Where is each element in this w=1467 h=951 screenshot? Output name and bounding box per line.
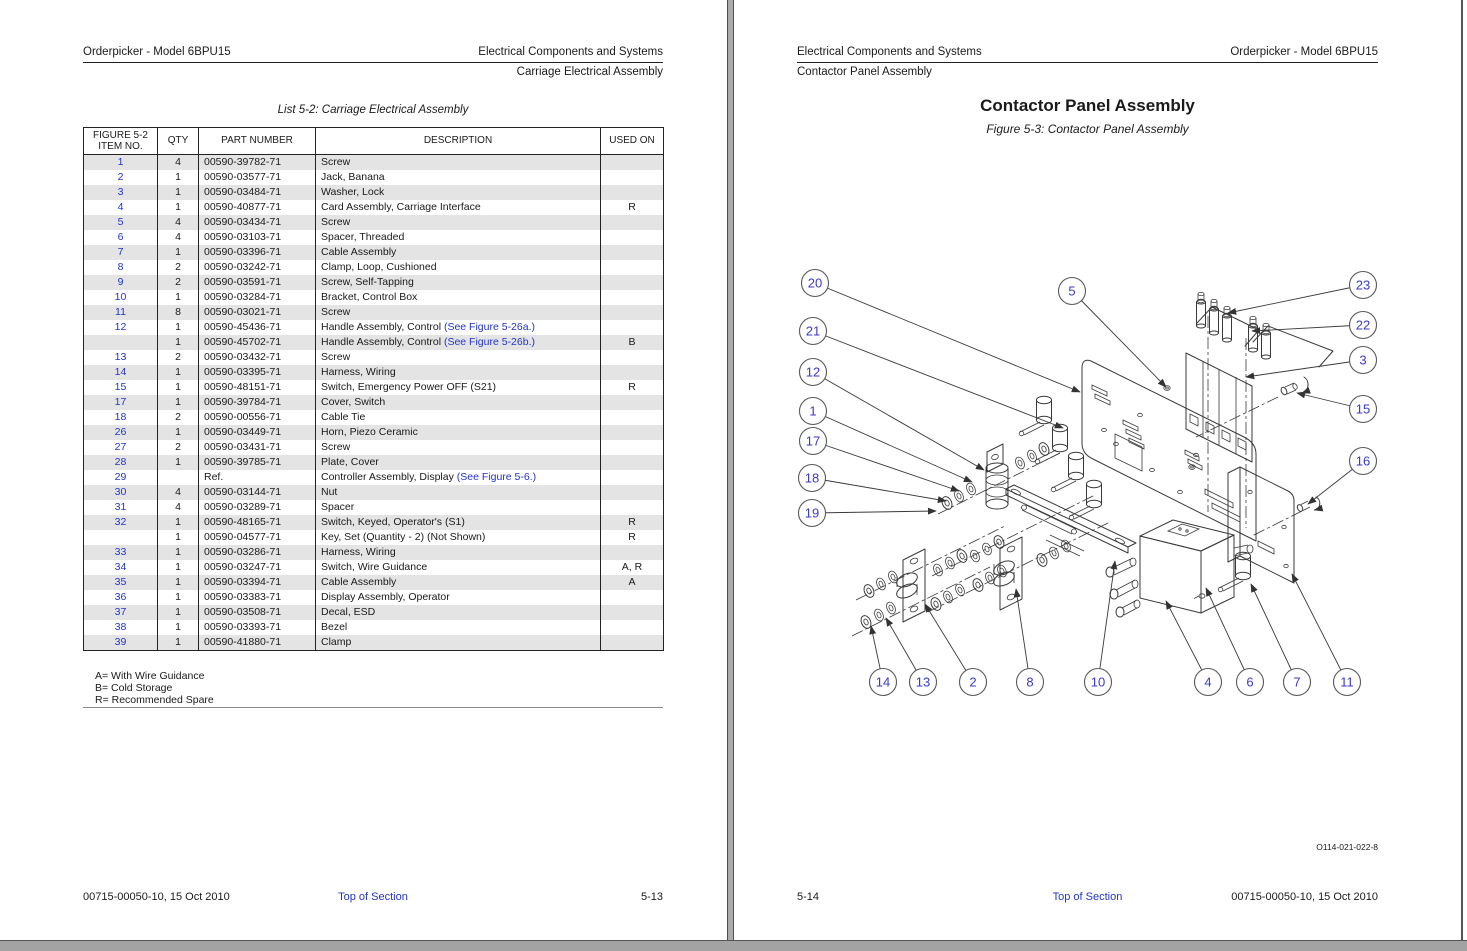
exploded-view-figure: [740, 250, 1440, 710]
callout-1: [800, 398, 827, 425]
callout-leader-18: [812, 478, 946, 501]
svg-text:23: 23: [1355, 277, 1371, 293]
table-row: 30 4 00590-03144-71 Nut: [84, 485, 664, 500]
svg-text:1: 1: [809, 403, 817, 419]
svg-text:20: 20: [807, 275, 823, 291]
doc-subsection-title: Carriage Electrical Assembly: [516, 66, 663, 78]
col-header-used: USED ON: [601, 128, 664, 155]
right-page-footer: [797, 891, 1378, 907]
table-row: 17 1 00590-39784-71 Cover, Switch: [84, 395, 664, 410]
table-row: 35 1 00590-03394-71 Cable Assembly A: [84, 575, 664, 590]
table-row: 32 1 00590-48165-71 Switch, Keyed, Operator's (S1) R: [84, 515, 664, 530]
doc-number-date: 00715-00050-10, 15 Oct 2010: [1231, 891, 1378, 903]
callout-17: [800, 428, 827, 455]
left-page-footer: [83, 891, 663, 907]
table-row: 29 Ref. Controller Assembly, Display (See Figure 5-6.): [84, 470, 664, 485]
table-row: 31 4 00590-03289-71 Spacer: [84, 500, 664, 515]
figure-reference-code: O114-021-022-8: [1316, 842, 1378, 852]
svg-text:8: 8: [1026, 674, 1034, 690]
top-of-section-link[interactable]: Top of Section: [1052, 891, 1123, 903]
table-row: 33 1 00590-03286-71 Harness, Wiring: [84, 545, 664, 560]
col-header-qty: QTY: [158, 128, 199, 155]
table-row: 10 1 00590-03284-71 Bracket, Control Box: [84, 290, 664, 305]
table-row: 1 00590-04577-71 Key, Set (Quantity - 2) (Not Shown) R: [84, 530, 664, 545]
svg-text:10: 10: [1090, 674, 1106, 690]
table-row: 1 00590-45702-71 Handle Assembly, Control (See Figure 5-26b.) B: [84, 335, 664, 350]
callout-3: [1350, 347, 1377, 374]
callout-7: [1284, 669, 1311, 696]
callout-20: [802, 270, 829, 297]
doc-section-title: Electrical Components and Systems: [478, 46, 663, 58]
callout-8: [1017, 669, 1044, 696]
callout-leader-10: [1098, 561, 1115, 682]
svg-text:21: 21: [805, 323, 821, 339]
page-number: 5-13: [640, 891, 663, 903]
callout-14: [870, 669, 897, 696]
svg-text:17: 17: [805, 433, 821, 449]
svg-text:7: 7: [1293, 674, 1301, 690]
callout-23: [1350, 272, 1377, 299]
table-row: 36 1 00590-03383-71 Display Assembly, Operator: [84, 590, 664, 605]
parts-table: [83, 127, 664, 651]
callout-leader-5: [1072, 291, 1166, 387]
svg-text:16: 16: [1355, 453, 1371, 469]
callout-22: [1350, 312, 1377, 339]
callout-4: [1195, 669, 1222, 696]
table-row: 38 1 00590-03393-71 Bezel: [84, 620, 664, 635]
svg-text:19: 19: [804, 505, 820, 521]
legend-r: R= Recommended Spare: [95, 694, 214, 706]
table-row: 11 8 00590-03021-71 Screw: [84, 305, 664, 320]
page-left: [0, 0, 727, 940]
svg-text:5: 5: [1068, 283, 1076, 299]
callout-15: [1350, 396, 1377, 423]
callout-leader-1: [813, 411, 972, 482]
page-number: 5-14: [797, 891, 820, 903]
table-row: 14 1 00590-03395-71 Harness, Wiring: [84, 365, 664, 380]
callout-leader-23: [1228, 285, 1363, 313]
doc-subsection-title: Contactor Panel Assembly: [797, 66, 932, 78]
window-right-border: [1461, 0, 1463, 940]
table-row: 12 1 00590-45436-71 Handle Assembly, Control (See Figure 5-26a.): [84, 320, 664, 335]
table-row: 6 4 00590-03103-71 Spacer, Threaded: [84, 230, 664, 245]
table-row: 3 1 00590-03484-71 Washer, Lock: [84, 185, 664, 200]
table-row: 27 2 00590-03431-71 Screw: [84, 440, 664, 455]
callout-leader-7: [1251, 584, 1297, 682]
col-header-part: PART NUMBER: [199, 128, 316, 155]
callout-19: [799, 500, 826, 527]
callout-12: [800, 359, 827, 386]
left-page-header: [83, 46, 663, 78]
table-row: 39 1 00590-41880-71 Clamp: [84, 635, 664, 651]
table-row: 5 4 00590-03434-71 Screw: [84, 215, 664, 230]
table-row: 28 1 00590-39785-71 Plate, Cover: [84, 455, 664, 470]
callout-6: [1237, 669, 1264, 696]
table-row: 2 1 00590-03577-71 Jack, Banana: [84, 170, 664, 185]
col-header-desc: DESCRIPTION: [316, 128, 601, 155]
svg-text:6: 6: [1246, 674, 1254, 690]
callout-leader-8: [1016, 589, 1030, 682]
callout-leader-19: [812, 511, 936, 513]
callout-leader-21: [813, 331, 1063, 428]
svg-text:12: 12: [805, 364, 821, 380]
doc-model-title: Orderpicker - Model 6BPU15: [1230, 46, 1378, 58]
table-bottom-rule: [83, 707, 663, 708]
doc-model-title: Orderpicker - Model 6BPU15: [83, 46, 231, 58]
table-row: 37 1 00590-03508-71 Decal, ESD: [84, 605, 664, 620]
window-bottom-edge: [0, 940, 1467, 951]
callout-2: [960, 669, 987, 696]
parts-list-title: List 5-2: Carriage Electrical Assembly: [277, 104, 469, 116]
callout-13: [910, 669, 937, 696]
diagram-linework: [852, 292, 1333, 636]
svg-text:3: 3: [1359, 352, 1367, 368]
table-header-row: [84, 128, 664, 155]
doc-section-title: Electrical Components and Systems: [797, 46, 982, 58]
figure-link[interactable]: (See Figure 5-26b.): [441, 336, 535, 348]
table-row: 4 1 00590-40877-71 Card Assembly, Carriage Interface R: [84, 200, 664, 215]
figure-link[interactable]: (See Figure 5-6.): [453, 471, 537, 483]
legend-a: A= With Wire Guidance: [95, 670, 205, 682]
table-row: 34 1 00590-03247-71 Switch, Wire Guidance A, R: [84, 560, 664, 575]
callout-leader-12: [813, 372, 984, 470]
callout-5: [1059, 278, 1086, 305]
svg-text:4: 4: [1204, 674, 1212, 690]
callout-21: [800, 318, 827, 345]
table-row: 7 1 00590-03396-71 Cable Assembly: [84, 245, 664, 260]
table-row: 9 2 00590-03591-71 Screw, Self-Tapping: [84, 275, 664, 290]
page-separator: [727, 0, 734, 940]
table-row: 15 1 00590-48151-71 Switch, Emergency Power OFF (S21) R: [84, 380, 664, 395]
svg-text:15: 15: [1355, 401, 1371, 417]
figure-link[interactable]: (See Figure 5-26a.): [441, 321, 535, 333]
table-legend: [95, 670, 214, 706]
table-row: 26 1 00590-03449-71 Horn, Piezo Ceramic: [84, 425, 664, 440]
figure-page-title: Contactor Panel Assembly: [980, 96, 1195, 115]
callout-18: [799, 465, 826, 492]
top-of-section-link[interactable]: Top of Section: [338, 891, 408, 903]
callout-leader-20: [815, 283, 1080, 392]
table-row: 8 2 00590-03242-71 Clamp, Loop, Cushioned: [84, 260, 664, 275]
callout-11: [1334, 669, 1361, 696]
col-header-item: FIGURE 5-2 ITEM NO.: [84, 128, 158, 155]
callout-leader-3: [1246, 360, 1363, 377]
figure-caption: Figure 5-3: Contactor Panel Assembly: [986, 122, 1189, 136]
table-row: 1 4 00590-39782-71 Screw: [84, 155, 664, 171]
callout-leader-11: [1292, 574, 1347, 682]
svg-text:22: 22: [1355, 317, 1371, 333]
legend-b: B= Cold Storage: [95, 682, 173, 694]
right-page-header: [797, 46, 1378, 78]
svg-text:13: 13: [915, 674, 931, 690]
svg-text:14: 14: [875, 674, 891, 690]
svg-text:2: 2: [969, 674, 977, 690]
callout-10: [1085, 669, 1112, 696]
table-row: 18 2 00590-00556-71 Cable Tie: [84, 410, 664, 425]
callout-16: [1350, 448, 1377, 475]
svg-text:18: 18: [804, 470, 820, 486]
table-row: 13 2 00590-03432-71 Screw: [84, 350, 664, 365]
doc-number-date: 00715-00050-10, 15 Oct 2010: [83, 891, 230, 903]
callout-leader-6: [1206, 588, 1250, 682]
svg-text:11: 11: [1340, 674, 1354, 690]
